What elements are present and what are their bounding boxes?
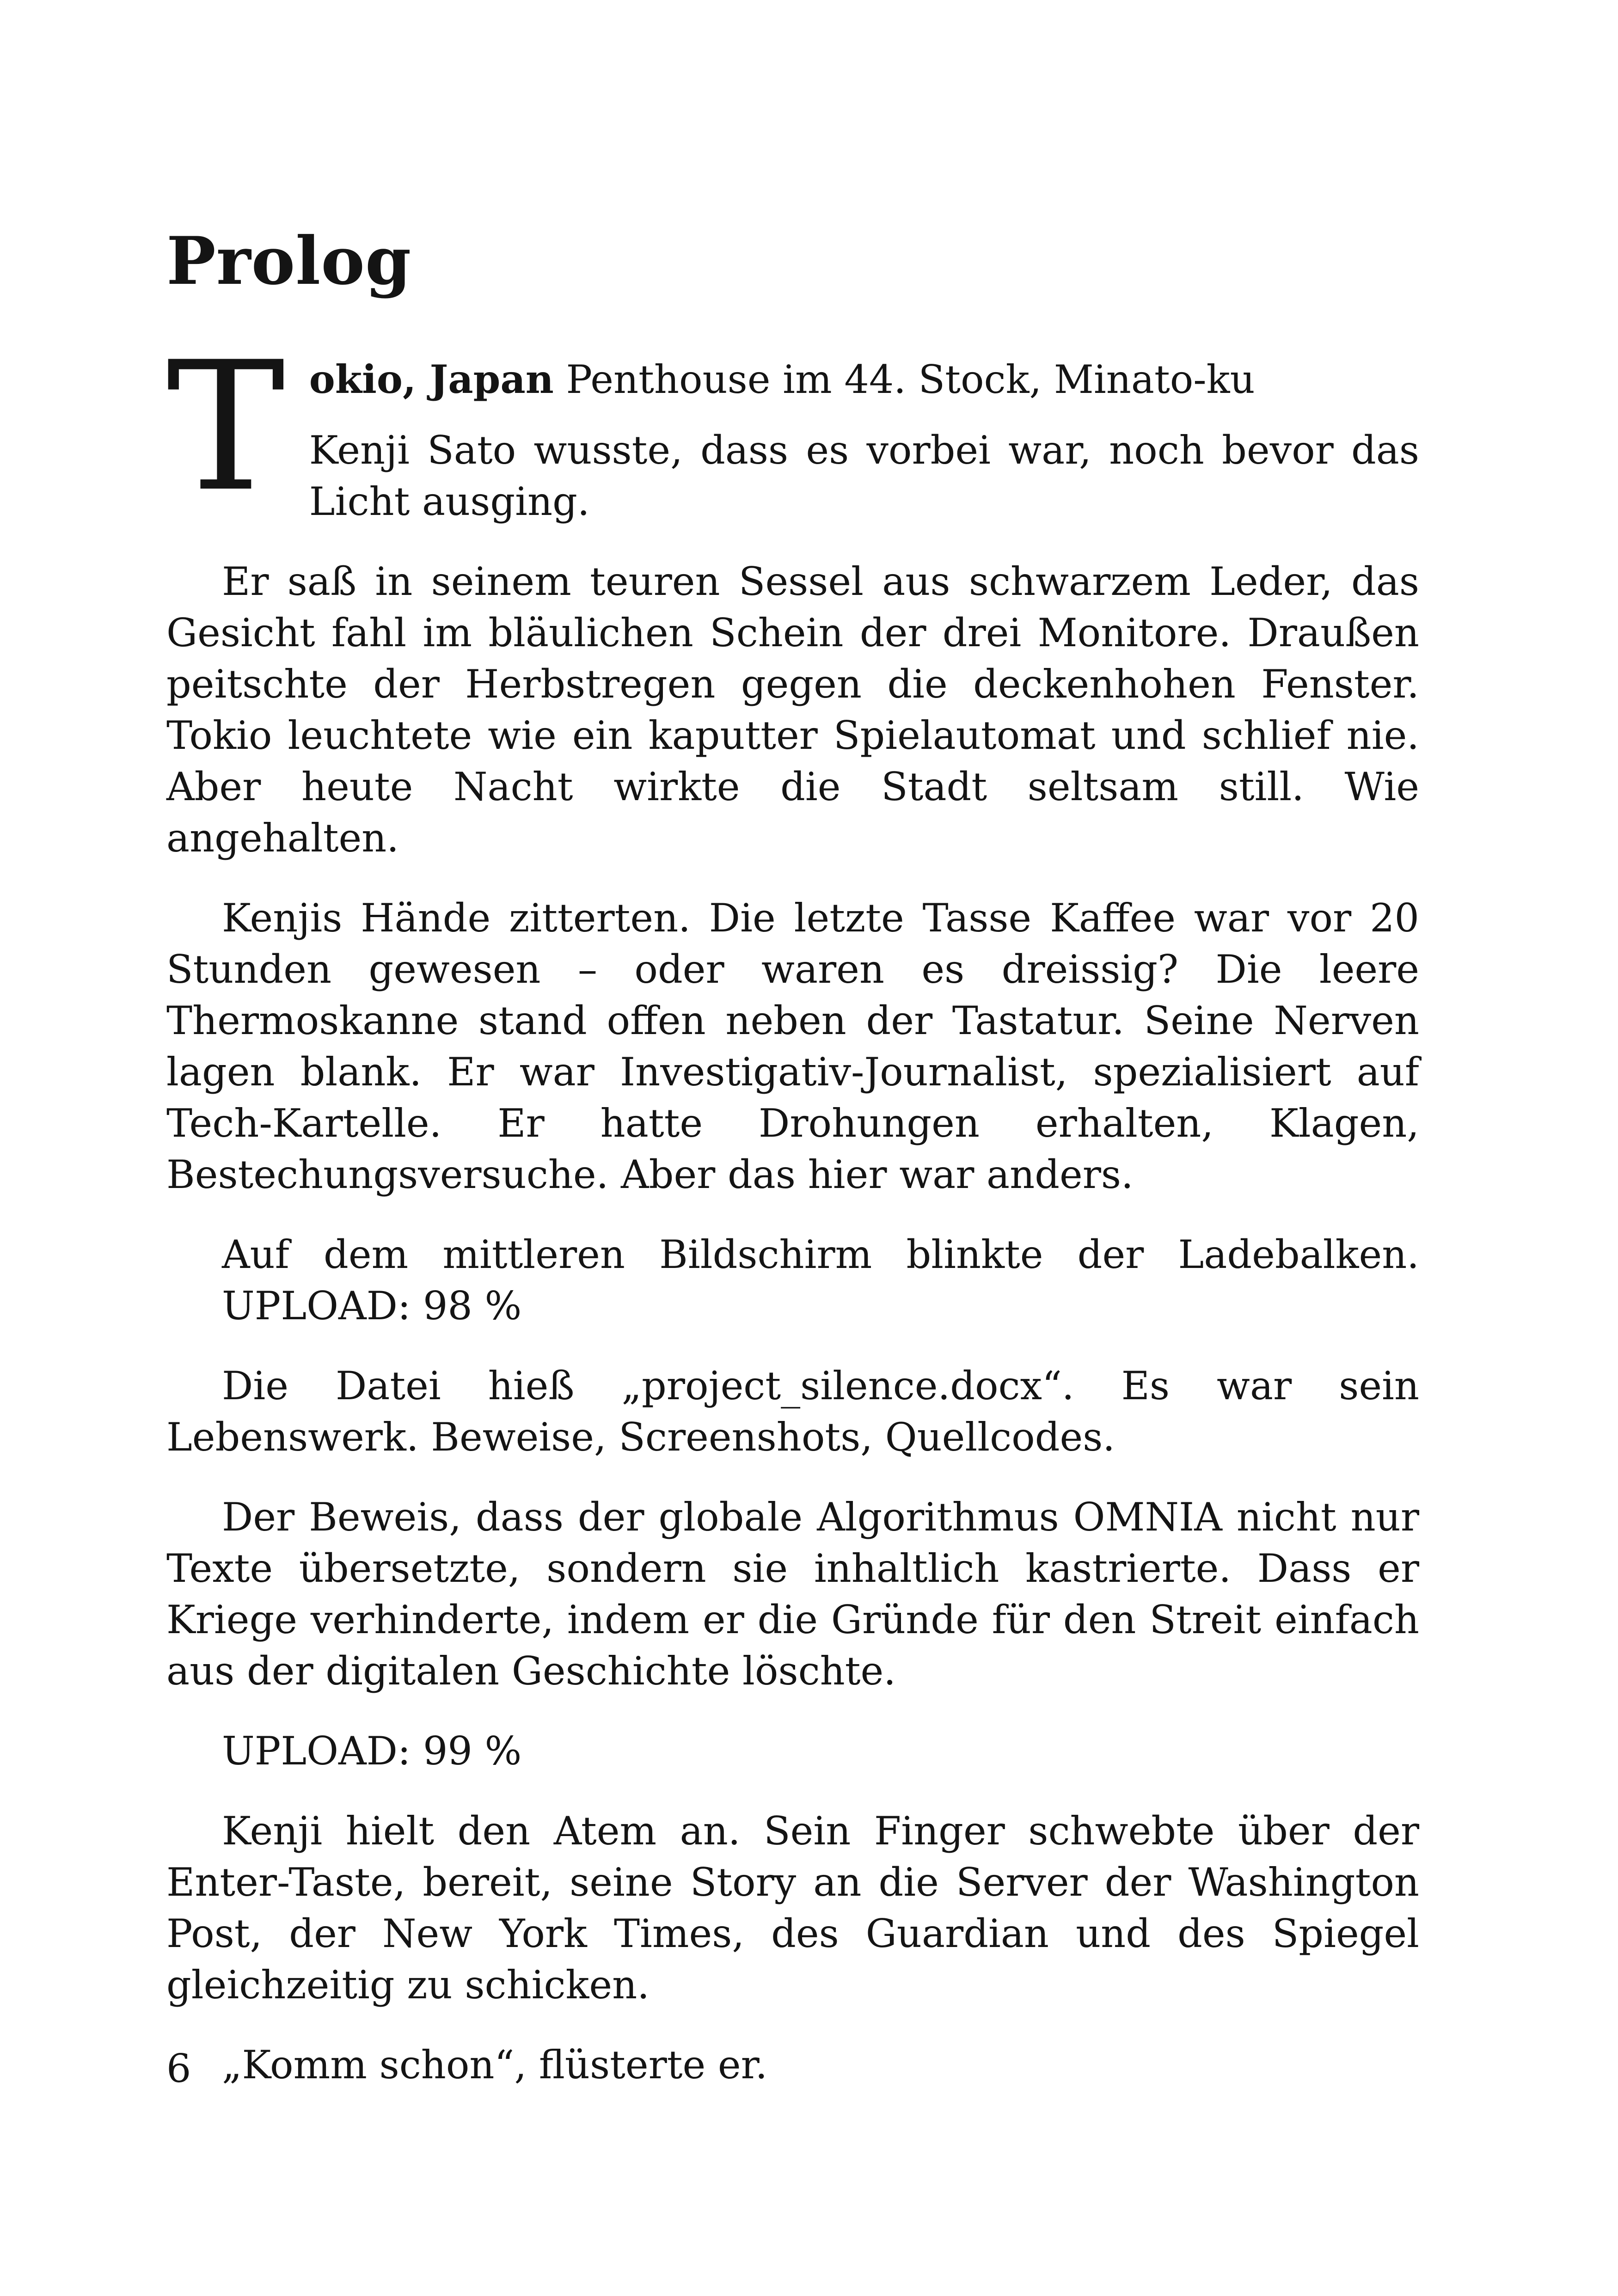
chapter-title: Prolog bbox=[166, 223, 412, 300]
paragraph-5: Der Beweis, dass der globale Algorithmus OMNIA nicht nur Texte übersetzte, sondern sie inhaltlich kastrierte. Dass er Kriege verhinderte, indem er die Gründe für den Streit einfach aus der digitalen Geschichte löschte. bbox=[166, 1494, 1419, 1694]
page-number: 6 bbox=[166, 2046, 191, 2091]
location-bold: okio, Japan bbox=[309, 356, 554, 402]
paragraph-1: Er saß in seinem teuren Sessel aus schwarzem Leder, das Gesicht fahl im bläulichen Schein der drei Monitore. Draußen peitschte der Herbstregen gegen die deckenhohen Fenster. Tokio leuchtete wie ein kaputter Spielautomat und schlief nie. Aber heute Nacht wirkte die Stadt seltsam still. Wie angehalten. bbox=[166, 559, 1419, 861]
upload-status-line-99: UPLOAD: 99 % bbox=[222, 1728, 522, 1774]
opening-text: Kenji Sato wusste, dass es vorbei war, noch bevor das Licht ausging. bbox=[309, 428, 1419, 524]
paragraph-2: Kenjis Hände zitterten. Die letzte Tasse Kaffee war vor 20 Stunden gewesen – oder waren es dreissig? Die leere Thermoskanne stand offen neben der Tastatur. Seine Nerven lagen blank. Er war Investigativ-Journalist, spezialisiert auf Tech-Kartelle. Er hatte Drohungen erhalten, Klagen, Bestechungsversuche. Aber das hier war anders. bbox=[166, 895, 1419, 1197]
location-line bbox=[166, 354, 1419, 405]
upload-intro-line: Auf dem mittleren Bildschirm blinkte der Ladebalken. bbox=[222, 1232, 1419, 1277]
paragraph-4: Die Datei hieß „project_silence.docx“. Es war sein Lebenswerk. Beweise, Screenshots, Quellcodes. bbox=[166, 1363, 1419, 1460]
upload-status-line-98: UPLOAD: 98 % bbox=[222, 1283, 522, 1329]
dropcap: T bbox=[166, 324, 285, 531]
upload-paragraph-1 bbox=[166, 1229, 1419, 1332]
location-rest: Penthouse im 44. Stock, Minato-ku bbox=[553, 357, 1255, 402]
paragraph-7: Kenji hielt den Atem an. Sein Finger schwebte über der Enter-Taste, bereit, seine Story an die Server der Washington Post, der New York Times, des Guardian und des Spiegel gleichzeitig zu schicken. bbox=[166, 1808, 1419, 2008]
paragraph-8: „Komm schon“, flüsterte er. bbox=[222, 2042, 768, 2088]
opening-paragraph bbox=[166, 324, 1419, 531]
